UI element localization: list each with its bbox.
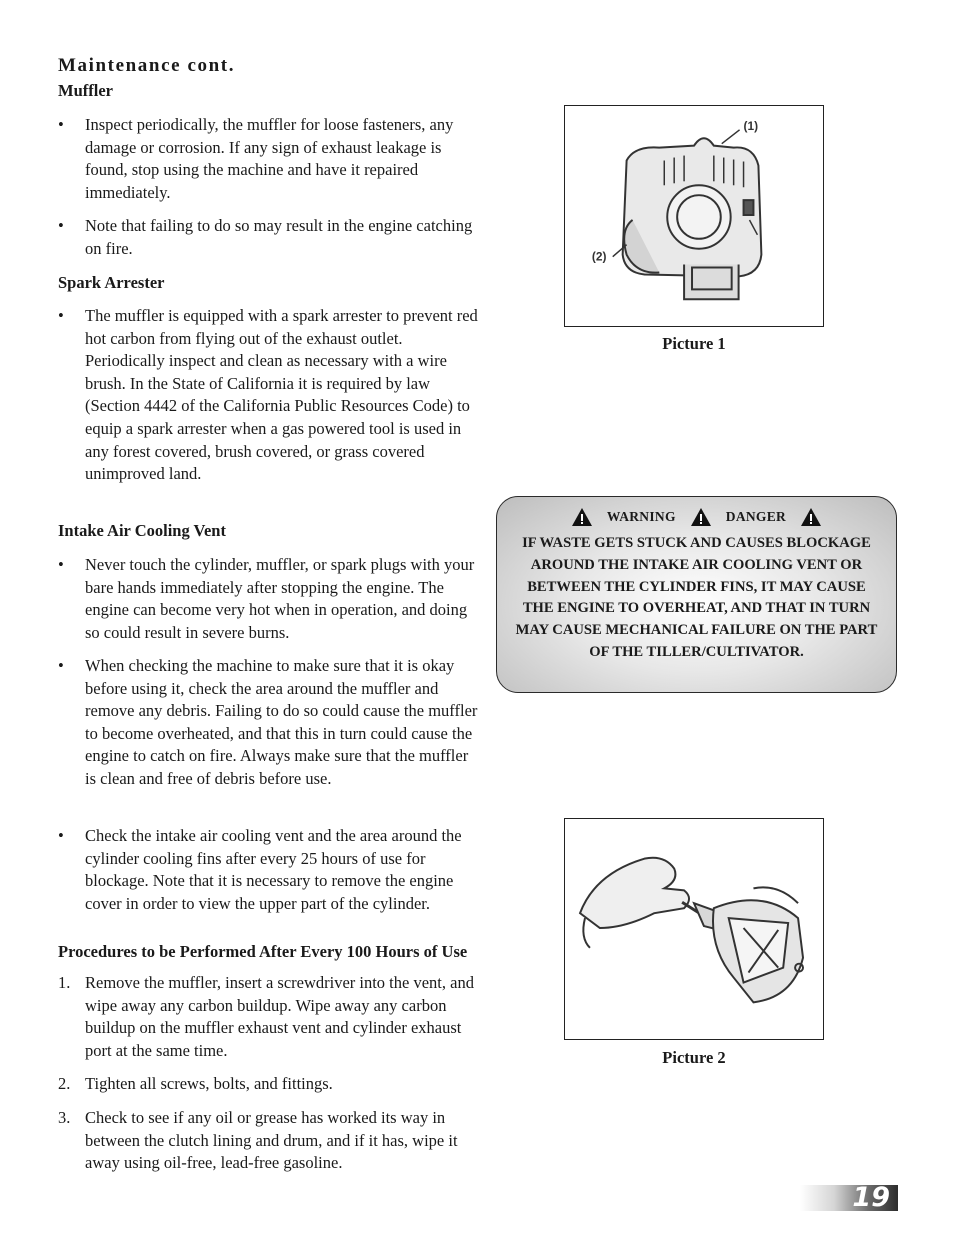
intake-vent-text: Never touch the cylinder, muffler, or spark plugs with your bare hands immediately after stopping the engine. The engine can become very hot when in operation, and doing so could result in severe burns. xyxy=(85,555,475,642)
muffler-item-1 xyxy=(58,114,483,204)
intake-vent-text: When checking the machine to make sure that it is okay before using it, check the area around the muffler and remove any debris. Failing to do so could cause the muffler to become overheated, and that this in turn could cause the engine to catch on fire. Always make sure that the muffler is clean and free of debris before use. xyxy=(85,656,478,788)
muffler-cleaning-illustration xyxy=(565,819,823,1039)
intake-vent-heading: Intake Air Cooling Vent xyxy=(58,521,226,540)
muffler-heading: Muffler xyxy=(58,81,113,100)
warning-triangle-icon xyxy=(800,507,822,527)
picture-1-frame xyxy=(564,105,824,327)
warning-header xyxy=(497,506,896,528)
intake-vent-text: Check the intake air cooling vent and the area around the cylinder cooling fins after every 25 hours of use for blockage. Note that it is necessary to remove the engine cover in order to view the upper part of the cylinder. xyxy=(85,826,462,913)
bullet-marker: • xyxy=(58,555,64,574)
step-number: 2. xyxy=(58,1074,71,1093)
step-number: 3. xyxy=(58,1108,71,1127)
spark-arrester-heading: Spark Arrester xyxy=(58,273,165,292)
procedure-step-1 xyxy=(58,972,483,1062)
warning-triangle-icon xyxy=(690,507,712,527)
intake-vent-item-3 xyxy=(58,825,483,915)
callout-label-2: (2) xyxy=(591,249,607,264)
step-number: 1. xyxy=(58,973,71,992)
warning-triangle-icon xyxy=(571,507,593,527)
section-title: Maintenance cont. xyxy=(58,55,236,76)
procedure-step-3 xyxy=(58,1107,483,1175)
step-text: Tighten all screws, bolts, and fittings. xyxy=(85,1074,333,1093)
warning-box xyxy=(496,496,897,693)
engine-illustration xyxy=(565,106,823,326)
spark-arrester-text: The muffler is equipped with a spark arrester to prevent red hot carbon from flying out of the exhaust outlet. Periodically inspect and clean as necessary with a wire brush. In the State of California it is required by law (Section 4442 of the California Public Resources Code) to equip a spark arrester when a gas powered tool is used in any forest covered, brush covered, or grass covered unimproved land. xyxy=(85,306,478,484)
warning-text: IF WASTE GETS STUCK AND CAUSES BLOCKAGE AROUND THE INTAKE AIR COOLING VENT OR BETWEEN THE CYLINDER FINS, IT MAY CAUSE THE ENGINE TO OVERHEAT, AND THAT IN TURN MAY CAUSE MECHANICAL FAILURE ON THE PART OF THE TILLER/CULTIVATOR. xyxy=(515,535,878,660)
spark-arrester-item xyxy=(58,305,483,486)
muffler-item-text: Note that failing to do so may result in the engine catching on fire. xyxy=(85,216,473,258)
page-number: 19 xyxy=(852,1182,890,1213)
bullet-marker: • xyxy=(58,216,64,235)
danger-label: DANGER xyxy=(725,509,787,524)
muffler-item-text: Inspect periodically, the muffler for loose fasteners, any damage or corrosion. If any sign of exhaust leakage is found, stop using the machine and have it repaired immediately. xyxy=(85,115,454,202)
picture-2-frame xyxy=(564,818,824,1040)
picture-1-caption: Picture 1 xyxy=(662,334,726,353)
picture-2-caption: Picture 2 xyxy=(662,1048,726,1067)
bullet-marker: • xyxy=(58,656,64,675)
callout-label-1: (1) xyxy=(743,118,759,133)
procedure-step-2 xyxy=(58,1073,483,1096)
bullet-marker: • xyxy=(58,826,64,845)
bullet-marker: • xyxy=(58,306,64,325)
step-text: Remove the muffler, insert a screwdriver into the vent, and wipe away any carbon buildup. Wipe away any carbon buildup on the muffler exhaust vent and cylinder exhaust port at the same time. xyxy=(85,973,474,1060)
bullet-marker: • xyxy=(58,115,64,134)
muffler-item-2 xyxy=(58,215,483,260)
intake-vent-item-2 xyxy=(58,655,483,791)
warning-label: WARNING xyxy=(606,509,676,524)
intake-vent-item-1 xyxy=(58,554,483,644)
procedures-heading: Procedures to be Performed After Every 100 Hours of Use xyxy=(58,942,468,961)
page-number-tab xyxy=(800,1182,898,1213)
step-text: Check to see if any oil or grease has worked its way in between the clutch lining and drum, and if it has, wipe it away using oil-free, lead-free gasoline. xyxy=(85,1108,458,1173)
